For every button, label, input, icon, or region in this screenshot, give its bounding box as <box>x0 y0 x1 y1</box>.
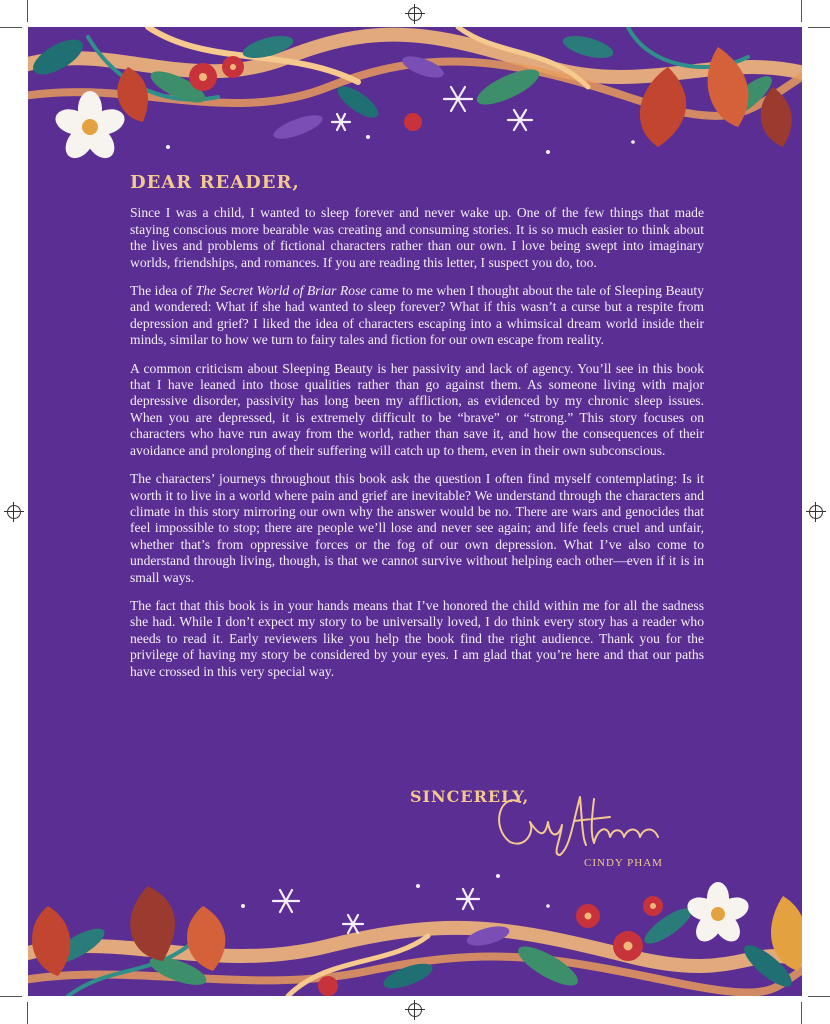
paragraph-2-start: The idea of <box>130 283 196 299</box>
book-title: The Secret World of Briar Rose <box>195 283 367 299</box>
crop-mark <box>808 996 830 997</box>
paragraph-2-rest: came to me when I thought about the tale of Sleeping Beauty and wondered: What if she had wanted to sleep forever? What if this wasn’t a curse but a respite from depression and grief? I liked the idea of characters escaping into a whimsical dream world inside their minds, similar to how we turn to fairy tales and fiction for our own escape from reality. <box>130 283 704 348</box>
crop-mark <box>808 27 830 28</box>
crop-mark <box>27 0 28 22</box>
crop-mark <box>801 1002 802 1024</box>
paragraph-2 <box>130 283 704 349</box>
crop-mark <box>27 1002 28 1024</box>
paragraph-4: The characters’ journeys throughout this book ask the question I often find myself contemplating: Is it worth it to live in a world where pain and grief are inevitable? We understand through the characters and climate in this story mirroring our own why the answer would be no. There are wars and genocides that feel impossible to stop; there are people we’ll lose and never see again; and life feels cruel and unfair, whether that’s from oppressive forces or the fog of our own depression. What I’ve also come to understand through living, though, is that we cannot survive without helping each other—even if it is in small ways. <box>130 471 704 585</box>
letter-body <box>130 172 704 692</box>
crop-mark <box>0 996 22 997</box>
registration-mark-icon <box>408 7 422 21</box>
author-name: CINDY PHAM <box>584 857 663 869</box>
handwritten-signature <box>490 787 670 857</box>
paragraph-5: The fact that this book is in your hands means that I’ve honored the child within me for all the sadness she had. While I don’t expect my story to be universally loved, I do think every story has a reader who needs to read it. Early reviewers like you help the book find the right audience. Thank you for the privilege of having my story be considered by your eyes. I am glad that you’re here and that our paths have crossed in this very special way. <box>130 597 704 679</box>
greeting: DEAR READER, <box>130 172 300 193</box>
paragraph-3: A common criticism about Sleeping Beauty is her passivity and lack of agency. You’ll see in this book that I have leaned into those qualities rather than go against them. As someone living with major depressive disorder, passivity has long been my affliction, as evidenced by my chronic sleep issues. When you are depressed, it is extremely difficult to be “brave” or “strong.” This story focuses on characters who have run away from the world, rather than save it, and how the consequences of their avoidance and prolonging of their suffering will catch up to them, even in their own subconscious. <box>130 360 704 458</box>
paragraph-1: Since I was a child, I wanted to sleep forever and never wake up. One of the few things that made staying conscious more bearable was creating and consuming stories. It is so much easier to think about the lives and problems of fictional characters rather than our own. I love being swept into imaginary worlds, friendships, and romances. If you are reading this letter, I suspect you do, too. <box>130 205 704 270</box>
registration-mark-icon <box>809 505 823 519</box>
registration-mark-icon <box>408 1003 422 1017</box>
crop-mark <box>0 27 22 28</box>
letter-page <box>28 27 802 996</box>
bottom-floral-border <box>28 866 802 996</box>
registration-mark-icon <box>7 505 21 519</box>
crop-mark <box>801 0 802 22</box>
top-floral-border <box>28 27 802 177</box>
signoff: SINCERELY, <box>410 787 530 806</box>
